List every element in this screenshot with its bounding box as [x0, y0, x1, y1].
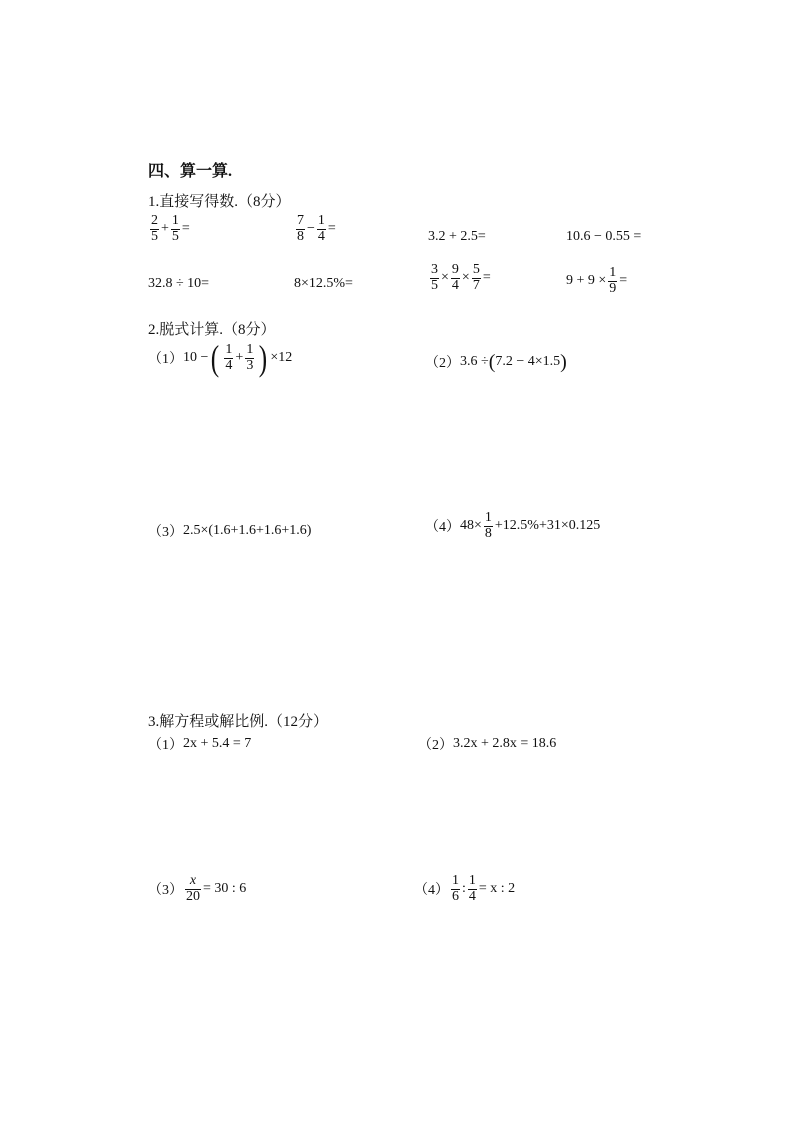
calc-problem-1: （1） 10 − ( $\frac{1}{4}$ + $\frac{1}{3}$ ) ×12 [148, 338, 293, 378]
fraction: $\frac{1}{3}$ [246, 341, 254, 373]
fraction: $\frac{1}{9}$ [609, 265, 617, 296]
equation-problem-3: （3） $\frac{x}{20}$ = 30 : 6 [148, 873, 247, 904]
fraction: $\frac{7}{8}$ [297, 213, 304, 244]
oral-item-8: 9 + 9 × $\frac{1}{9}$ = [566, 265, 628, 296]
problem-label: （3） [148, 883, 183, 899]
calc-problem-3: （3） 2.5×(1.6+1.6+1.6+1.6) [148, 523, 312, 540]
fraction: $\frac{9}{4}$ [451, 262, 459, 293]
problem-label: （2） [425, 356, 460, 371]
fraction: $\frac{1}{4}$ [317, 213, 325, 244]
part3-heading: 3.解方程或解比例.（12分） [148, 714, 329, 730]
fraction: $\frac{1}{4}$ [225, 341, 233, 373]
oral-item-2: $\frac{7}{8}$ − $\frac{1}{4}$ = [297, 213, 336, 244]
problem-label: （1） [148, 738, 183, 753]
calc-problem-2: （2） 3.6 ÷ ( 7.2 − 4×1.5 ) [425, 351, 567, 373]
fraction: $\frac{3}{5}$ [431, 262, 438, 293]
part1-heading: 1.直接写得数.（8分） [148, 194, 291, 210]
equation-problem-2: （2） 3.2x + 2.8x = 18.6 [418, 736, 557, 753]
fraction: $\frac{1}{8}$ [484, 510, 492, 541]
oral-item-7: $\frac{3}{5}$ × $\frac{9}{4}$ × $\frac{5}{7}$ = [431, 262, 491, 293]
equation-problem-4: （4） $\frac{1}{6}$ : $\frac{1}{4}$ = x : 2 [414, 873, 516, 904]
section-title: 四、算一算. [148, 163, 233, 180]
problem-label: （4） [414, 883, 449, 899]
problem-label: （3） [148, 525, 183, 540]
problem-label: （2） [418, 738, 453, 753]
fraction: $\frac{x}{20}$ [186, 873, 200, 904]
equation-problem-1: （1） 2x + 5.4 = 7 [148, 736, 252, 753]
oral-item-4: 10.6 − 0.55 = [566, 229, 642, 244]
problem-label: （1） [148, 352, 183, 367]
fraction: $\frac{2}{5}$ [151, 213, 158, 244]
fraction: $\frac{5}{7}$ [472, 262, 480, 293]
oral-item-1: $\frac{2}{5}$ + $\frac{1}{5}$ = [151, 213, 190, 244]
fraction: $\frac{1}{5}$ [171, 213, 179, 244]
oral-item-3: 3.2 + 2.5= [428, 229, 486, 244]
calc-problem-4: （4） 48× $\frac{1}{8}$ +12.5%+31×0.125 [425, 510, 601, 541]
oral-item-6: 8×12.5%= [294, 276, 353, 291]
fraction: $\frac{1}{6}$ [452, 873, 459, 904]
problem-label: （4） [425, 520, 460, 536]
fraction: $\frac{1}{4}$ [468, 873, 476, 904]
oral-item-5: 32.8 ÷ 10= [148, 276, 210, 291]
part2-heading: 2.脱式计算.（8分） [148, 322, 276, 338]
